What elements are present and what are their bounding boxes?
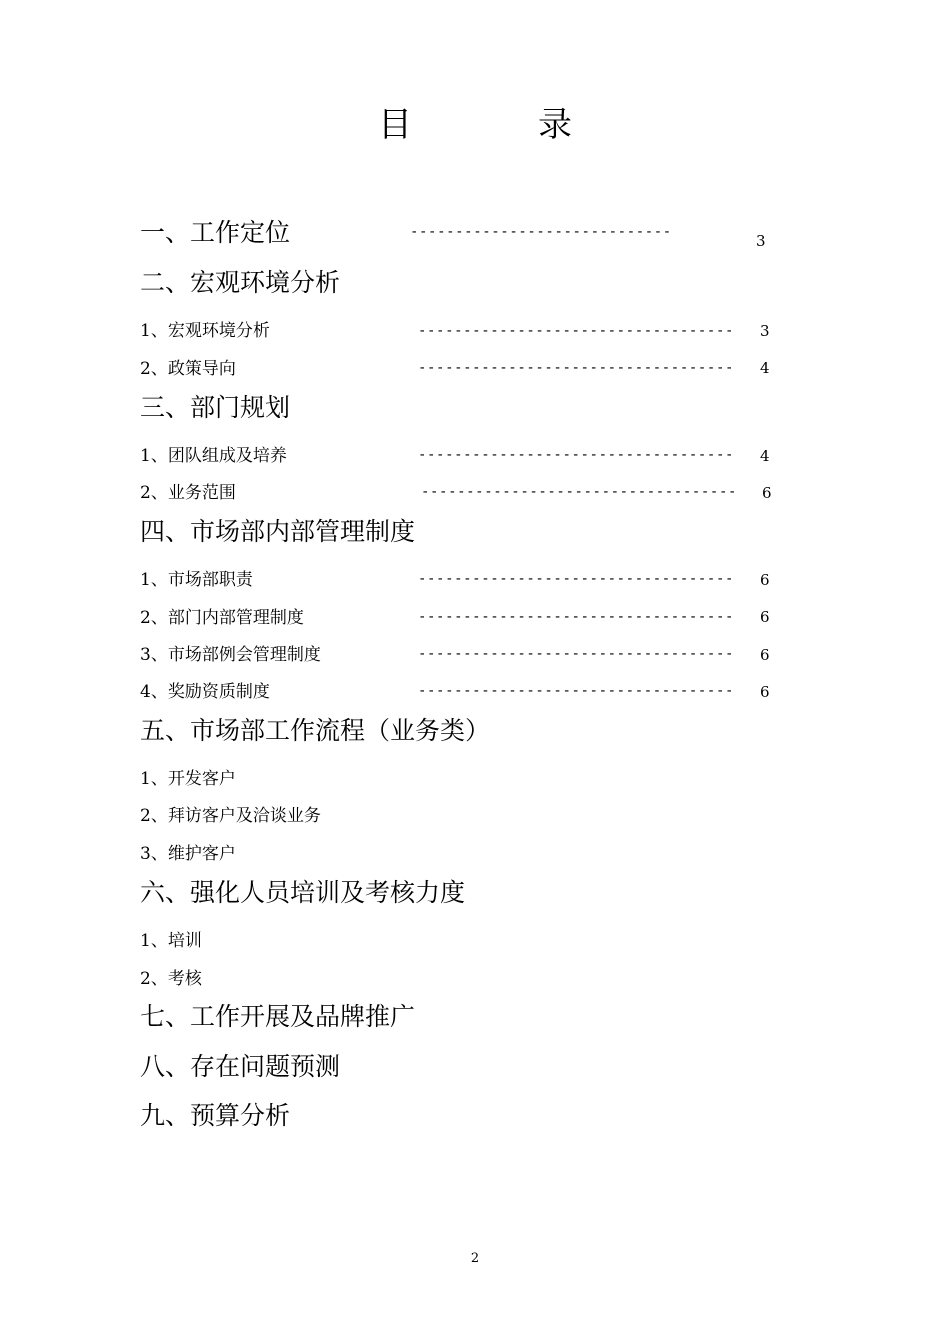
toc-entry-6: 六、强化人员培训及考核力度: [140, 878, 466, 907]
toc-leader: -----------------------------------: [418, 646, 735, 662]
toc-entry-5: 五、市场部工作流程（业务类）: [140, 716, 491, 745]
toc-subentry: 3、市场部例会管理制度: [140, 645, 321, 665]
toc-entry-1: 一、工作定位: [140, 218, 291, 247]
toc-page-number: 3: [756, 232, 766, 250]
toc-page-number: 6: [760, 683, 770, 701]
toc-leader: -----------------------------------: [418, 447, 735, 463]
toc-entry-4: 四、市场部内部管理制度: [140, 517, 416, 546]
toc-leader: -----------------------------------: [418, 323, 735, 339]
toc-page-number: 6: [760, 571, 770, 589]
toc-page-number: 3: [760, 322, 770, 340]
toc-subentry: 4、奖励资质制度: [140, 682, 270, 702]
toc-subentry: 2、政策导向: [140, 359, 236, 379]
toc-page-number: 6: [762, 484, 772, 502]
toc-leader: -----------------------------------: [418, 360, 735, 376]
toc-subentry: 1、团队组成及培养: [140, 446, 287, 466]
toc-subentry: 2、业务范围: [140, 483, 236, 503]
toc-page-number: 6: [760, 608, 770, 626]
toc-leader: -----------------------------------: [418, 683, 735, 699]
toc-leader: -----------------------------------: [418, 609, 735, 625]
toc-page-number: 4: [760, 359, 770, 377]
toc-entry-8: 八、存在问题预测: [140, 1052, 341, 1081]
toc-subentry: 2、部门内部管理制度: [140, 608, 304, 628]
toc-entry-3: 三、部门规划: [140, 393, 291, 422]
toc-entry-7: 七、工作开展及品牌推广: [140, 1002, 416, 1031]
toc-subentry: 1、市场部职责: [140, 570, 253, 590]
toc-subentry: 3、维护客户: [140, 844, 236, 864]
toc-subentry: 1、开发客户: [140, 769, 236, 789]
toc-entry-9: 九、预算分析: [140, 1101, 291, 1130]
footer-page-number: 2: [470, 1251, 480, 1266]
toc-entry-2: 二、宏观环境分析: [140, 268, 341, 297]
toc-title: 目 录: [378, 105, 618, 145]
toc-subentry: 1、宏观环境分析: [140, 321, 270, 341]
toc-subentry: 1、培训: [140, 931, 202, 951]
toc-leader: -----------------------------------: [418, 571, 735, 587]
toc-page-number: 4: [760, 447, 770, 465]
toc-subentry: 2、考核: [140, 969, 202, 989]
toc-subentry: 2、拜访客户及洽谈业务: [140, 806, 321, 826]
toc-leader: -----------------------------------: [421, 484, 738, 500]
toc-page-number: 6: [760, 646, 770, 664]
toc-leader: -----------------------------: [410, 224, 672, 240]
